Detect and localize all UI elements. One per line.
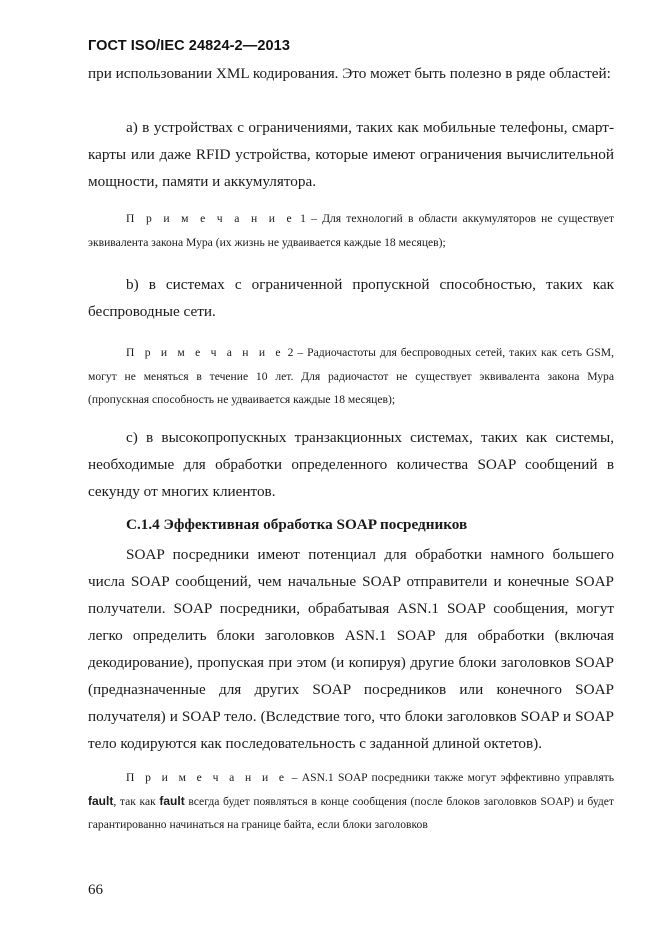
- note-2: [88, 341, 614, 412]
- list-item-c: [88, 424, 614, 505]
- list-item-a-text: а) в устройствах с ограничениями, таких как мобильные телефоны, смарт-карты или даже RFID устройства, которые имеют ограничения вычислительной мощности, памяти и аккумулятора.: [88, 119, 614, 190]
- fault-term: fault: [159, 793, 185, 808]
- note-3-label: П р и м е ч а н и е: [126, 771, 288, 784]
- paragraph-text: при использовании XML кодирования. Это может быть полезно в ряде областей:: [88, 65, 611, 82]
- note-1-body: 1 – Для технологий в области аккумуляторов не существует эквивалента закона Мура (их жизнь не удваивается каждые 18 месяцев);: [88, 212, 615, 249]
- note-3-text: [88, 766, 614, 837]
- note-3-body-3: всегда будет появляться в конце сообщения (после блоков заголовков SOAP) и будет гарантированно начинаться на границе байта, если блоки заголовков: [88, 794, 614, 831]
- list-item-b-text: b) в системах с ограниченной пропускной способностью, таких как беспроводные сети.: [88, 276, 614, 320]
- list-item-a: [88, 114, 614, 195]
- note-2-text: [88, 341, 614, 412]
- note-2-label: П р и м е ч а н и е: [126, 346, 284, 359]
- note-3-body-1: – ASN.1 SOAP посредники также могут эффективно управлять: [287, 771, 615, 784]
- note-3: [88, 766, 614, 837]
- fault-term: fault: [88, 793, 114, 808]
- note-1-label: П р и м е ч а н и е: [126, 212, 295, 225]
- list-item-c-text: с) в высокопропускных транзакционных системах, таких как системы, необходимые для обработки определенного количества SOAP сообщений в секунду от многих клиентов.: [88, 429, 614, 500]
- note-3-body-2: , так как: [113, 794, 160, 808]
- page-number: 66: [88, 882, 103, 898]
- note-1-text: [88, 207, 614, 254]
- page-header: ГОСТ ISO/IEC 24824-2—2013: [88, 38, 290, 54]
- section-heading: [88, 516, 614, 534]
- paragraph-intro: [88, 60, 614, 87]
- paragraph-soap: [88, 541, 614, 757]
- section-heading-text: С.1.4 Эффективная обработка SOAP посредников: [126, 516, 468, 533]
- note-1: [88, 207, 614, 254]
- paragraph-soap-text: SOAP посредники имеют потенциал для обработки намного большего числа SOAP сообщений, чем начальные SOAP отправители и конечные SOAP получатели. SOAP посредники, обрабатывая ASN.1 SOAP сообщения, могут легко определить блоки заголовков ASN.1 SOAP для обработки (включая декодирование), пропуская при этом (и копируя) другие блоки заголовков SOAP (предназначенные для других SOAP посредников или конечного SOAP получателя) и SOAP тело. (Вследствие того, что блоки заголовков SOAP и SOAP тело кодируются как последовательность с заданной длиной октетов).: [88, 546, 614, 752]
- note-2-body: 2 – Радиочастоты для беспроводных сетей, таких как сеть GSM, могут не меняться в течение 10 лет. Для радиочастот не существует эквивалента закона Мура (пропускная способность не удваивается каждые 18 месяцев);: [88, 346, 614, 406]
- list-item-b: [88, 271, 614, 325]
